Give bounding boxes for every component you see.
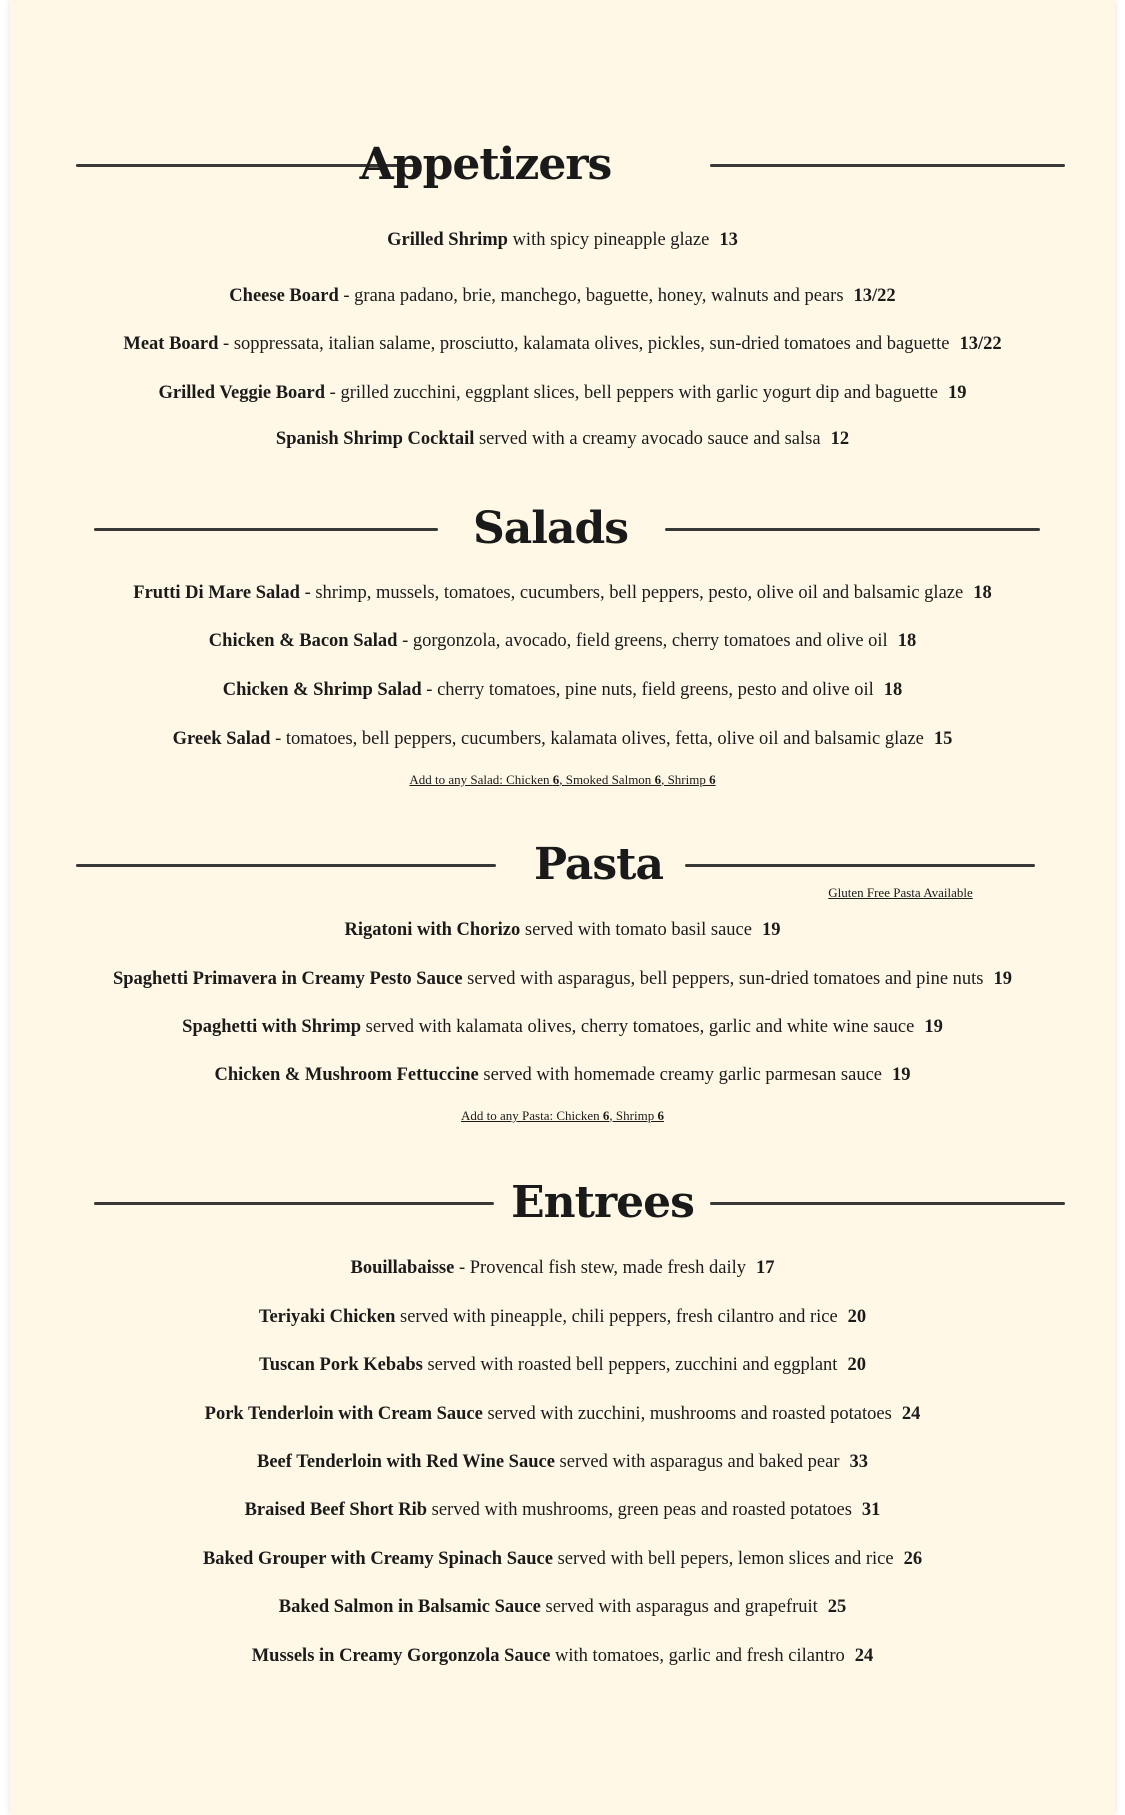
menu-item xyxy=(10,1450,1115,1474)
item-name: Spanish Shrimp Cocktail xyxy=(275,429,475,449)
item-price: 13 xyxy=(719,230,738,250)
item-name: Spaghetti Primavera in Creamy Pesto Sauce xyxy=(112,969,463,989)
addon-price: 6 xyxy=(654,772,662,787)
item-price: 19 xyxy=(892,1065,911,1085)
item-desc: - cherry tomatoes, pine nuts, field greens, pesto and olive oil xyxy=(421,680,874,700)
menu-item xyxy=(10,1402,1115,1426)
menu-item xyxy=(10,967,1115,991)
item-price: 19 xyxy=(761,920,781,940)
item-desc: - tomatoes, bell peppers, cucumbers, kalamata olives, fetta, olive oil and balsamic glaze xyxy=(270,729,924,749)
item-name: Cheese Board xyxy=(229,286,339,306)
item-price: 18 xyxy=(883,680,903,700)
item-desc: served with kalamata olives, cherry tomatoes, garlic and white wine sauce xyxy=(361,1017,915,1037)
item-price: 20 xyxy=(847,1355,866,1375)
item-price: 19 xyxy=(993,969,1013,989)
item-desc: - gorgonzola, avocado, field greens, cherry tomatoes and olive oil xyxy=(397,631,888,651)
addon-price: 6 xyxy=(552,772,560,787)
menu-item xyxy=(10,1353,1115,1377)
menu-item xyxy=(10,1015,1115,1039)
menu-item xyxy=(10,381,1115,405)
item-name: Rigatoni with Chorizo xyxy=(344,920,521,940)
item-name: Baked Grouper with Creamy Spinach Sauce xyxy=(202,1549,553,1569)
item-price: 25 xyxy=(827,1597,847,1617)
addon-label: , Smoked Salmon xyxy=(559,772,655,787)
item-desc: served with tomato basil sauce xyxy=(520,920,752,940)
item-desc: served with homemade creamy garlic parmesan sauce xyxy=(478,1065,883,1085)
item-desc: - Provencal fish stew, made fresh daily xyxy=(454,1258,746,1278)
addon-price: 6 xyxy=(657,1108,664,1123)
item-desc: - soppressata, italian salame, prosciutto, kalamata olives, pickles, sun-dried tomatoes and baguette xyxy=(218,334,950,354)
salads-header xyxy=(10,499,1115,559)
menu-item xyxy=(10,427,1115,451)
item-desc: served with pineapple, chili peppers, fresh cilantro and rice xyxy=(395,1307,838,1327)
item-desc: served with asparagus, bell peppers, sun-dried tomatoes and pine nuts xyxy=(462,969,984,989)
section-title-entrees: Entrees xyxy=(511,1177,694,1228)
item-name: Chicken & Bacon Salad xyxy=(208,631,398,651)
item-price: 17 xyxy=(755,1258,775,1278)
addon-label: , Shrimp xyxy=(661,772,710,787)
menu-item xyxy=(10,332,1115,356)
item-name: Mussels in Creamy Gorgonzola Sauce xyxy=(251,1646,551,1666)
item-price: 13/22 xyxy=(853,286,896,306)
menu-item xyxy=(10,1063,1115,1087)
item-name: Bouillabaisse xyxy=(350,1258,455,1278)
item-price: 33 xyxy=(849,1452,868,1472)
item-desc: served with mushrooms, green peas and roasted potatoes xyxy=(427,1500,852,1520)
item-name: Baked Salmon in Balsamic Sauce xyxy=(278,1597,541,1617)
item-name: Grilled Shrimp xyxy=(387,230,508,250)
menu-item xyxy=(10,678,1115,702)
menu-item xyxy=(10,1595,1115,1619)
addon-price: 6 xyxy=(709,772,716,787)
item-desc: with spicy pineapple glaze xyxy=(507,230,710,250)
section-title-pasta: Pasta xyxy=(533,839,664,890)
menu-item xyxy=(10,918,1115,942)
item-desc: - grana padano, brie, manchego, baguette, honey, walnuts and pears xyxy=(338,286,844,306)
item-desc: served with zucchini, mushrooms and roasted potatoes xyxy=(482,1404,892,1424)
item-name: Chicken & Shrimp Salad xyxy=(222,680,422,700)
item-price: 19 xyxy=(924,1017,943,1037)
item-price: 31 xyxy=(861,1500,881,1520)
item-name: Greek Salad xyxy=(172,729,271,749)
item-name: Teriyaki Chicken xyxy=(258,1307,396,1327)
item-desc: with tomatoes, garlic and fresh cilantro xyxy=(550,1646,845,1666)
item-price: 15 xyxy=(933,729,953,749)
menu-item xyxy=(10,727,1115,751)
item-desc: served with a creamy avocado sauce and salsa xyxy=(474,429,821,449)
item-price: 24 xyxy=(854,1646,874,1666)
salad-addon-note xyxy=(10,771,1115,789)
item-desc: served with roasted bell peppers, zucchini and eggplant xyxy=(422,1355,838,1375)
item-price: 18 xyxy=(897,631,917,651)
item-desc: - shrimp, mussels, tomatoes, cucumbers, bell peppers, pesto, olive oil and balsamic glaze xyxy=(299,583,964,603)
item-price: 19 xyxy=(947,383,967,403)
gluten-free-note: Gluten Free Pasta Available xyxy=(828,885,973,900)
section-title-appetizers: Appetizers xyxy=(359,139,612,190)
menu-item xyxy=(10,629,1115,653)
menu-item xyxy=(10,1644,1115,1668)
menu-item xyxy=(10,1498,1115,1522)
addon-label: Add to any Salad: Chicken xyxy=(409,772,553,787)
item-name: Frutti Di Mare Salad xyxy=(133,583,300,603)
item-desc: - grilled zucchini, eggplant slices, bell peppers with garlic yogurt dip and baguette xyxy=(325,383,938,403)
section-title-salads: Salads xyxy=(472,503,629,554)
item-desc: served with asparagus and baked pear xyxy=(554,1452,840,1472)
item-name: Meat Board xyxy=(123,334,219,354)
menu-page xyxy=(10,0,1115,1815)
addon-label: , Shrimp xyxy=(609,1108,658,1123)
menu-item xyxy=(10,581,1115,605)
item-price: 13/22 xyxy=(959,334,1002,354)
item-name: Braised Beef Short Rib xyxy=(244,1500,428,1520)
item-name: Beef Tenderloin with Red Wine Sauce xyxy=(256,1452,555,1472)
item-desc: served with asparagus and grapefruit xyxy=(540,1597,818,1617)
item-name: Pork Tenderloin with Cream Sauce xyxy=(204,1404,483,1424)
menu-item xyxy=(10,1305,1115,1329)
entrees-header xyxy=(10,1173,1115,1233)
item-price: 18 xyxy=(973,583,992,603)
addon-label: Add to any Pasta: Chicken xyxy=(461,1108,603,1123)
item-price: 26 xyxy=(903,1549,923,1569)
item-name: Grilled Veggie Board xyxy=(158,383,326,403)
menu-item xyxy=(10,1256,1115,1280)
appetizers-header xyxy=(10,135,1115,195)
item-price: 20 xyxy=(847,1307,867,1327)
item-name: Spaghetti with Shrimp xyxy=(182,1017,362,1037)
menu-item xyxy=(10,1547,1115,1571)
addon-price: 6 xyxy=(602,1108,610,1123)
item-name: Chicken & Mushroom Fettuccine xyxy=(214,1065,479,1085)
item-desc: served with bell pepers, lemon slices and rice xyxy=(552,1549,894,1569)
pasta-addon-note xyxy=(10,1107,1115,1125)
menu-item xyxy=(10,228,1115,252)
item-name: Tuscan Pork Kebabs xyxy=(259,1355,423,1375)
item-price: 12 xyxy=(830,429,850,449)
menu-item xyxy=(10,284,1115,308)
item-price: 24 xyxy=(901,1404,921,1424)
